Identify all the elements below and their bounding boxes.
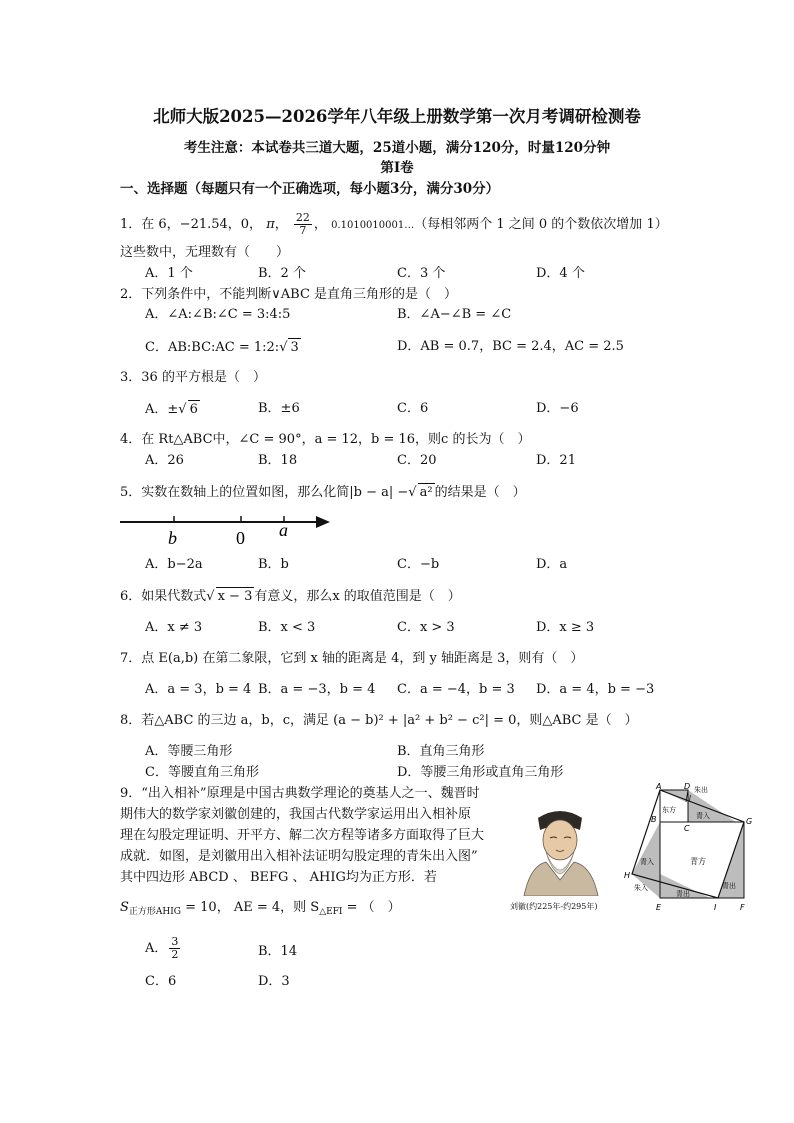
q9-condition-mid: = 10， AE = 4，则 S — [181, 900, 320, 915]
volume-label: 第Ⅰ卷 — [380, 160, 414, 176]
q9-option-d: D．3 — [258, 974, 290, 989]
q7-option-a: A．a = 3，b = 4 — [145, 682, 252, 697]
question-1-line2: 这些数中，无理数有（ ） — [120, 245, 290, 260]
q9-option-b: B．14 — [258, 944, 298, 959]
q1-frac-den: 7 — [299, 224, 307, 237]
q1-note: （每相邻两个 1 之间 0 的个数依次增加 1） — [414, 217, 668, 232]
question-6-stem: 6．如果代数式√ x − 3 有意义，那么x 的取值范围是（ ） — [120, 589, 461, 604]
label-qingchu-bottom: 青出 — [676, 890, 690, 898]
q9-option-a-label: A． — [145, 941, 168, 956]
qingzhu-diagram — [618, 780, 758, 918]
question-9-condition — [120, 899, 401, 921]
q3-option-d: D．−6 — [536, 401, 579, 416]
q5-stem-radicand: a² — [419, 485, 433, 500]
question-9-line-1: 9．“出入相补”原理是中国古典数学理论的奠基人之一、魏晋时 — [120, 786, 480, 801]
q1-frac-num: 22 — [295, 211, 310, 224]
q9-option-a — [145, 936, 182, 961]
question-5-stem: 5．实数在数轴上的位置如图，那么化简|b − a| −√ a² 的结果是（ ） — [120, 485, 526, 500]
portrait-face — [543, 820, 577, 860]
label-qingru-left: 青入 — [640, 858, 654, 866]
label-c: C — [684, 824, 690, 833]
q5-option-b: B．b — [258, 557, 289, 572]
q2-option-c-text: C．AB:BC:AC = 1:2: — [145, 340, 280, 355]
q9-area-symbol: S — [120, 900, 129, 915]
q8-option-a: A．等腰三角形 — [145, 744, 233, 759]
label-qingchu-right: 青出 — [722, 882, 736, 890]
question-9-line-2: 期伟大的数学家刘徽创建的，我国古代数学家运用出入相补原 — [120, 807, 472, 822]
q1-option-d: D．4 个 — [536, 266, 585, 281]
question-3-stem: 3．36 的平方根是（ ） — [120, 370, 266, 385]
q1-fraction — [294, 212, 312, 237]
axis-label-a: a — [279, 520, 288, 540]
q2-option-c: C．AB:BC:AC = 1:2:√ 3 — [145, 340, 299, 355]
q6-stem-pre: 6．如果代数式 — [120, 589, 207, 604]
label-zhuru: 朱入 — [634, 884, 648, 892]
q9-frac-den: 2 — [171, 948, 179, 961]
label-b: B — [651, 815, 657, 824]
question-8-stem: 8．若△ABC 的三边 a，b，c，满足 (a − b)² + |a² + b² − c²| = 0，则△ABC 是（ ） — [120, 713, 638, 728]
question-9-line-3: 理在勾股定理证明、开平方、解二次方程等诸多方面取得了巨大 — [120, 828, 485, 843]
q4-option-d: D．21 — [536, 453, 576, 468]
q3-option-c: C．6 — [397, 401, 429, 416]
q7-option-d: D．a = 4，b = −3 — [536, 682, 655, 697]
question-4-stem: 4．在 Rt△ABC中，∠C = 90°，a = 12，b = 16，则c 的长为（ ） — [120, 432, 531, 447]
q6-option-b: B．x < 3 — [258, 620, 316, 635]
question-1-stem: 1．在 6，−21.54，0， π， $\frac{22}{7}$ ， 0.1010010001…（每相邻两个 1 之间 0 的个数依次增加 1） — [120, 211, 668, 237]
number-line-figure — [118, 508, 338, 550]
q5-option-d: D．a — [536, 557, 568, 572]
liu-hui-portrait — [516, 800, 606, 896]
q2-option-d: D．AB = 0.7，BC = 2.4，AC = 2.5 — [397, 339, 624, 354]
label-xi: 西 — [674, 912, 675, 913]
q5-stem-post: 的结果是（ ） — [434, 485, 526, 500]
q8-option-b: B．直角三角形 — [397, 744, 485, 759]
q2-option-b: B．∠A−∠B = ∠C — [397, 307, 512, 322]
q9-frac-num: 3 — [171, 935, 179, 948]
q6-option-a: A．x ≠ 3 — [145, 620, 203, 635]
q7-option-b: B．a = −3，b = 4 — [258, 682, 376, 697]
q1-decimal: 0.1010010001… — [331, 220, 415, 231]
label-h: H — [624, 871, 631, 880]
exam-title: 北师大版2025—2026学年八年级上册数学第一次月考调研检测卷 — [153, 107, 641, 126]
q9-option-c: C．6 — [145, 974, 177, 989]
q6-option-c: C．x > 3 — [397, 620, 455, 635]
portrait-caption: 刘徽(约225年-约295年) — [510, 902, 598, 911]
q1-option-c: C．3 个 — [397, 266, 446, 281]
q3-option-a: A．±√ 6 — [145, 402, 198, 417]
axis-label-b: b — [168, 528, 177, 548]
label-dongfang: 东方 — [662, 806, 676, 814]
q1-pi: π — [266, 217, 275, 232]
q6-option-d: D．x ≥ 3 — [536, 620, 595, 635]
label-d: D — [684, 782, 691, 791]
label-f: F — [740, 903, 745, 912]
q1-lead-text: 1．在 6，−21.54，0， — [120, 217, 263, 232]
question-7-stem: 7．点 E(a,b) 在第二象限，它到 x 轴的距离是 4，到 y 轴距离是 3，则有（ ） — [120, 651, 584, 666]
q9-condition-tail: = （ ） — [342, 900, 401, 915]
section-heading: 一、选择题（每题只有一个正确选项，每小题3分，满分30分） — [120, 181, 500, 197]
exam-notice: 考生注意：本试卷共三道大题，25道小题，满分120分，时量120分钟 — [183, 140, 611, 156]
q4-option-b: B．18 — [258, 453, 298, 468]
label-zhuchu: 朱出 — [694, 786, 708, 794]
q9-area-subscript-2: △EFI — [319, 907, 343, 917]
q9-option-a-fraction — [169, 936, 180, 961]
q8-option-c: C．等腰直角三角形 — [145, 765, 259, 780]
label-qingru-top: 青入 — [696, 812, 710, 820]
label-a: A — [656, 782, 662, 791]
q5-stem-pre: 5．实数在数轴上的位置如图，那么化简|b − a| − — [120, 485, 409, 500]
q2-option-a: A．∠A:∠B:∠C = 3:4:5 — [145, 307, 291, 322]
q3-option-b: B．±6 — [258, 401, 300, 416]
number-line-arrow — [316, 516, 330, 528]
q5-option-c: C．−b — [397, 557, 440, 572]
label-g: G — [746, 817, 753, 826]
q1-option-a: A．1 个 — [145, 266, 193, 281]
q4-option-c: C．20 — [397, 453, 437, 468]
q5-option-a: A．b−2a — [145, 557, 203, 572]
label-i: I — [714, 903, 717, 912]
q2-option-c-radicand: 3 — [290, 340, 299, 355]
label-qingfang: 青方 — [690, 857, 706, 866]
q6-stem-radicand: x − 3 — [217, 589, 253, 604]
question-9-line-4: 成就．如图，是刘徽用出入相补法证明勾股定理的青朱出入图” — [120, 849, 478, 864]
q4-option-a: A．26 — [145, 453, 184, 468]
q6-stem-post: 有意义，那么x 的取值范围是（ ） — [254, 589, 461, 604]
q3-option-a-radicand: 6 — [189, 402, 198, 417]
q8-option-d: D．等腰三角形或直角三角形 — [397, 765, 564, 780]
q9-area-subscript: 正方形AHIG — [128, 907, 181, 917]
axis-label-0: 0 — [236, 528, 245, 548]
question-9-line-5: 其中四边形 ABCD 、 BEFG 、 AHIG均为正方形．若 — [120, 870, 437, 885]
label-e: E — [656, 903, 662, 912]
q3-option-a-text: A．± — [145, 402, 179, 417]
question-2-stem: 2．下列条件中，不能判断∨ABC 是直角三角形的是（ ） — [120, 287, 458, 302]
q7-option-c: C．a = −4，b = 3 — [397, 682, 515, 697]
q1-option-b: B．2 个 — [258, 266, 306, 281]
label-j: J — [689, 794, 692, 802]
